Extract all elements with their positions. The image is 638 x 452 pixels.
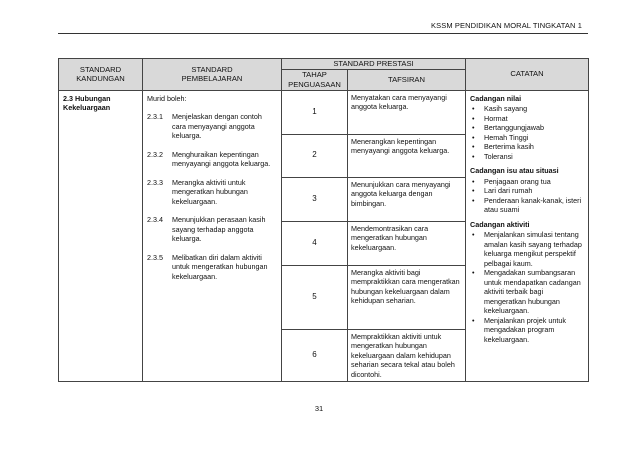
level-description: Menerangkan kepentingan menyayangi anggota keluarga. — [348, 134, 466, 177]
aktiviti-item: • Menjalankan simulasi tentang amalan kasih sayang terhadap keluarga mengikut perspektif pelbagai kaum. — [470, 230, 584, 268]
learning-item — [147, 150, 277, 169]
isu-list — [470, 177, 584, 215]
level-description: Mempraktikkan aktiviti untuk mengeratkan hubungan kekeluargaan dalam kehidupan seharian secara tekal atau boleh dicontohi. — [348, 329, 466, 382]
header-catatan: CATATAN — [466, 59, 589, 91]
aktiviti-title: Cadangan aktiviti — [470, 219, 530, 229]
header-tahap-penguasaan: TAHAP PENGUASAAN — [282, 70, 348, 91]
level-number: 3 — [282, 177, 348, 221]
level-number: 6 — [282, 329, 348, 382]
page-number: 31 — [314, 404, 324, 413]
aktiviti-item: • Mengadakan sumbangsaran untuk mendapatkan cadangan aktiviti terbaik bagi mengeratkan hubungan kekeluargaan. — [470, 268, 584, 316]
header-standard-prestasi: STANDARD PRESTASI — [282, 59, 466, 70]
header-divider — [58, 33, 588, 34]
learning-text: Menjelaskan dengan contoh cara menyayangi anggota keluarga. — [172, 112, 262, 141]
header-standard-kandungan: STANDARD KANDUNGAN — [59, 59, 143, 91]
nilai-item: • Berterima kasih — [470, 142, 584, 152]
nilai-item: • Toleransi — [470, 152, 584, 162]
learning-item — [147, 215, 277, 244]
isu-item: • Penderaan kanak-kanak, isteri atau suami — [470, 196, 584, 215]
learning-text: Menunjukkan perasaan kasih sayang terhadap anggota keluarga. — [172, 215, 266, 244]
header-standard-pembelajaran: STANDARD PEMBELAJARAN — [143, 59, 282, 91]
learning-item — [147, 253, 277, 282]
learning-standards-cell — [143, 90, 282, 382]
isu-item: • Penjagaan orang tua — [470, 177, 584, 187]
level-number: 5 — [282, 265, 348, 329]
learning-item — [147, 112, 277, 141]
curriculum-table — [58, 58, 589, 382]
learning-code: 2.3.2 — [147, 149, 163, 159]
level-number: 2 — [282, 134, 348, 177]
aktiviti-item: • Menjalankan projek untuk mengadakan program kekeluargaan. — [470, 316, 584, 345]
learning-code: 2.3.4 — [147, 215, 163, 225]
level-number: 1 — [282, 90, 348, 134]
nilai-title: Cadangan nilai — [470, 93, 522, 103]
learning-code: 2.3.1 — [147, 112, 163, 122]
nilai-item: • Bertanggungjawab — [470, 123, 584, 133]
header-tafsiran: TAFSIRAN — [348, 70, 466, 91]
standard-kandungan-cell: 2.3 Hubungan Kekeluargaan — [59, 90, 143, 382]
isu-item: • Lari dari rumah — [470, 186, 584, 196]
learning-code: 2.3.3 — [147, 177, 163, 187]
aktiviti-list — [470, 230, 584, 344]
catatan-cell — [466, 90, 589, 382]
nilai-list — [470, 104, 584, 161]
learning-text: Melibatkan diri dalam aktiviti untuk mengeratkan hubungan kekeluargaan. — [172, 252, 268, 281]
learning-intro: Murid boleh: — [147, 93, 187, 103]
learning-item — [147, 178, 277, 207]
learning-text: Merangka aktiviti untuk mengeratkan hubungan kekeluargaan. — [172, 177, 248, 206]
isu-title: Cadangan isu atau situasi — [470, 166, 559, 176]
nilai-item: • Hemah Tinggi — [470, 133, 584, 143]
level-description: Mendemontrasikan cara mengeratkan hubungan kekeluargaan. — [348, 221, 466, 265]
nilai-item: • Kasih sayang — [470, 104, 584, 114]
nilai-item: • Hormat — [470, 114, 584, 124]
learning-code: 2.3.5 — [147, 252, 163, 262]
level-description: Menunjukkan cara menyayangi anggota keluarga dengan bimbingan. — [348, 177, 466, 221]
level-number: 4 — [282, 221, 348, 265]
learning-text: Menghuraikan kepentingan menyayangi anggota keluarga. — [172, 149, 271, 169]
document-header: KSSM PENDIDIKAN MORAL TINGKATAN 1 — [431, 21, 582, 30]
level-description: Merangka aktiviti bagi mempraktikkan cara mengeratkan hubungan kekeluargaan dalam kehidupan seharian. — [348, 265, 466, 329]
level-description: Menyatakan cara menyayangi anggota keluarga. — [348, 90, 466, 134]
